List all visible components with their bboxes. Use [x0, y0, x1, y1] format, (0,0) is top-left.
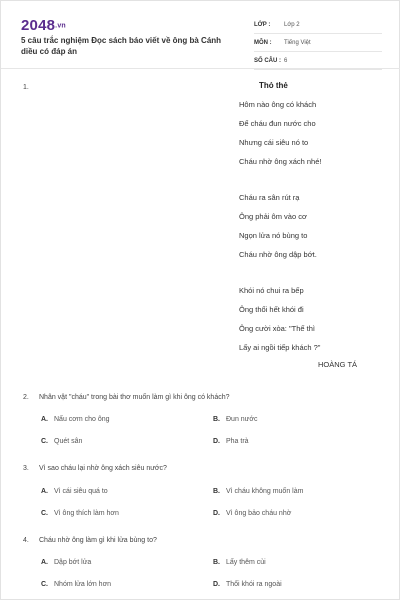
option-letter: B. — [213, 559, 220, 566]
option-letter: D. — [213, 438, 220, 445]
answer-option[interactable] — [213, 488, 303, 495]
question-number: 1. — [23, 84, 29, 91]
logo-tld: .vn — [55, 22, 66, 30]
answer-option[interactable] — [41, 510, 119, 517]
option-letter: B. — [213, 416, 220, 423]
option-text: Dập bớt lửa — [54, 559, 92, 566]
meta-value: Lớp 2 — [284, 21, 300, 28]
option-text: Nấu cơm cho ông — [54, 416, 110, 423]
option-text: Vì ông thích làm hơn — [54, 510, 119, 517]
option-text: Pha trà — [226, 438, 249, 445]
poem-line: Để cháu đun nước cho — [239, 119, 316, 128]
poem-line: Lấy ai ngồi tiếp khách ?" — [239, 343, 321, 352]
poem-line: Cháu nhờ ông dập bớt. — [239, 250, 317, 259]
question-text: Cháu nhờ ông làm gì khi lửa bùng to? — [39, 537, 157, 544]
meta-row-subject — [254, 34, 382, 52]
meta-key: LỚP : — [254, 21, 271, 28]
meta-row-grade — [254, 16, 382, 34]
option-letter: D. — [213, 581, 220, 588]
poem-line: Nhưng cái siêu nó to — [239, 138, 309, 147]
option-text: Lấy thêm củi — [226, 559, 266, 566]
option-text: Quét sân — [54, 438, 83, 445]
option-text: Vì cái siêu quá to — [54, 488, 108, 495]
poem-line: Ông phải ôm vào cơ — [239, 212, 307, 221]
answer-option[interactable] — [213, 438, 249, 445]
document-title: 5 câu trắc nghiệm Đọc sách báo viết về ông bà Cánh diều có đáp án — [21, 36, 222, 56]
answer-option[interactable] — [213, 559, 266, 566]
question-number: 4. — [23, 537, 29, 544]
option-letter: C. — [41, 581, 48, 588]
option-text: Đun nước — [226, 416, 258, 423]
poem-line: Khói nó chui ra bếp — [239, 286, 304, 295]
poem-line: Ông cười xòa: "Thế thì — [239, 324, 315, 333]
answer-option[interactable] — [213, 581, 282, 588]
answer-option[interactable] — [41, 581, 111, 588]
question-text: Nhân vật "cháu" trong bài thơ muốn làm gì khi ông có khách? — [39, 394, 230, 401]
option-letter: A. — [41, 416, 48, 423]
question-number: 2. — [23, 394, 29, 401]
option-letter: D. — [213, 510, 220, 517]
meta-table — [254, 16, 382, 70]
poem-line: Cháu ra sân rút rạ — [239, 193, 300, 202]
question-number: 3. — [23, 465, 29, 472]
option-letter: B. — [213, 488, 220, 495]
answer-option[interactable] — [41, 416, 110, 423]
option-text: Nhóm lửa lớn hơn — [54, 581, 112, 588]
poem-line: Hôm nào ông có khách — [239, 100, 317, 109]
poem-title: Thỏ thẻ — [259, 81, 288, 90]
poem-author: HOÀNG TÁ — [318, 360, 358, 369]
option-letter: C. — [41, 438, 48, 445]
poem-line: Ông thổi hết khói đi — [239, 305, 304, 314]
option-letter: A. — [41, 559, 48, 566]
answer-option[interactable] — [213, 416, 257, 423]
meta-key: SỐ CÂU : — [254, 57, 281, 64]
option-text: Vì ông bảo cháu nhờ — [226, 510, 292, 517]
meta-value: Tiếng Việt — [284, 39, 311, 46]
answer-option[interactable] — [41, 438, 82, 445]
site-logo[interactable] — [21, 17, 66, 34]
poem-line: Ngọn lửa nó bùng to — [239, 231, 308, 240]
answer-option[interactable] — [41, 488, 108, 495]
option-text: Thổi khói ra ngoài — [226, 581, 282, 588]
question-text: Vì sao cháu lại nhờ ông xách siêu nước? — [39, 465, 167, 472]
option-text: Vì cháu không muốn làm — [226, 488, 304, 495]
option-letter: A. — [41, 488, 48, 495]
option-letter: C. — [41, 510, 48, 517]
header-divider — [1, 68, 400, 69]
meta-key: MÔN : — [254, 39, 272, 46]
answer-option[interactable] — [41, 559, 91, 566]
answer-option[interactable] — [213, 510, 291, 517]
poem-line: Cháu nhờ ông xách nhé! — [239, 157, 322, 166]
logo-text: 2048 — [21, 17, 56, 34]
meta-value: 6 — [284, 57, 288, 64]
